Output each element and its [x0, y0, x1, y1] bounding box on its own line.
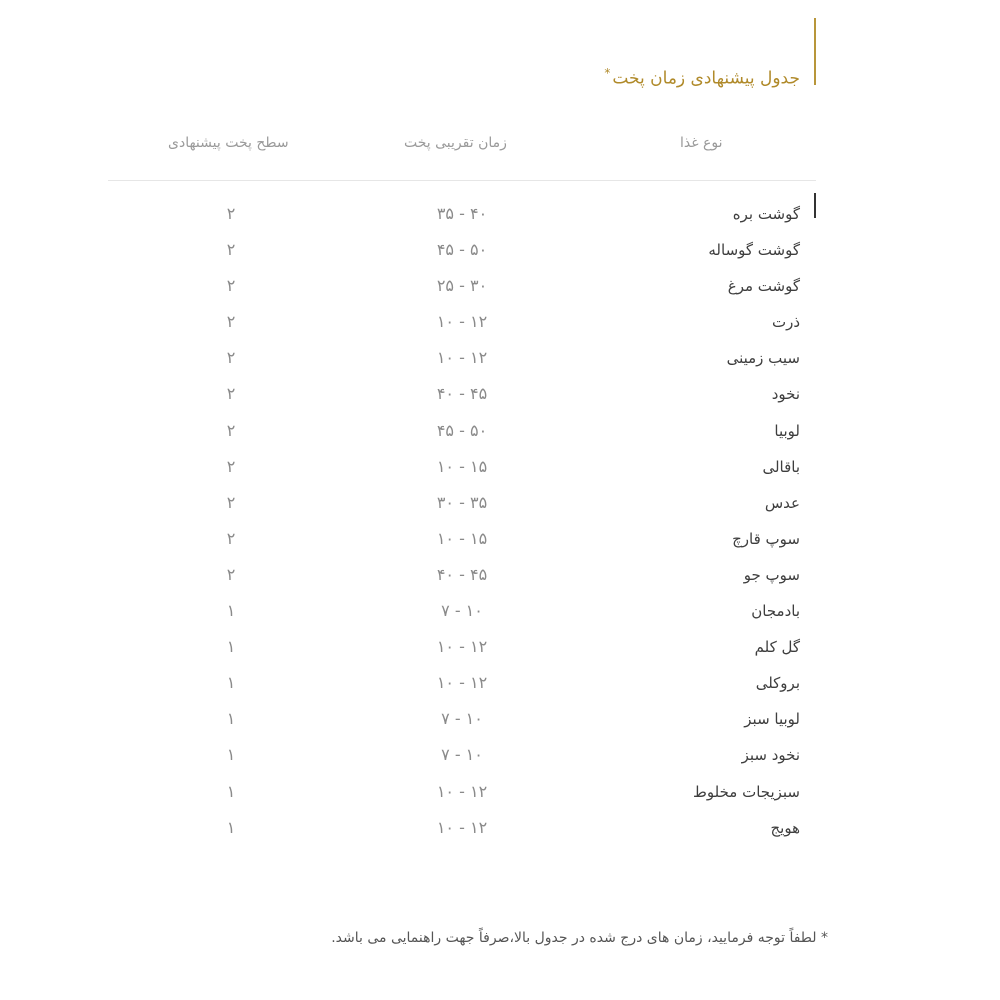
table-row: [0, 340, 1000, 376]
table-row: [0, 232, 1000, 268]
food-name: سبزیجات مخلوط: [693, 782, 800, 801]
cooking-level: ۲: [226, 348, 236, 368]
food-name: گوشت مرغ: [727, 277, 800, 296]
food-name: لوبیا سبز: [744, 710, 800, 729]
table-row: [0, 701, 1000, 737]
table-row: [0, 196, 1000, 232]
cooking-level: ۱: [226, 637, 236, 657]
cooking-time: ۳۰ - ۳۵: [436, 492, 488, 512]
table-row: [0, 593, 1000, 629]
cooking-time: ۷ - ۱۰: [441, 745, 483, 765]
title-accent-bar: [814, 18, 816, 85]
cooking-time: ۱۰ - ۱۵: [436, 456, 488, 476]
table-row: [0, 413, 1000, 449]
food-name: گل کلم: [754, 638, 800, 657]
cooking-level: ۲: [226, 564, 236, 584]
cooking-time: ۴۵ - ۵۰: [436, 240, 488, 260]
cooking-time: ۴۰ - ۴۵: [436, 384, 488, 404]
footnote: * لطفاً توجه فرمایید، زمان های درج شده در جدول بالا،صرفاً جهت راهنمایی می باشد.: [331, 930, 828, 946]
food-name: لوبیا: [774, 421, 800, 440]
title-text: جدول پیشنهادی زمان پخت: [612, 68, 800, 89]
table-row: [0, 268, 1000, 304]
cooking-time: ۱۰ - ۱۲: [436, 348, 488, 368]
table-row: [0, 557, 1000, 593]
table-row: [0, 737, 1000, 773]
cooking-level: ۱: [226, 745, 236, 765]
cooking-level: ۱: [226, 817, 236, 837]
header-food-type: نوع غذا: [680, 135, 723, 151]
cooking-level: ۲: [226, 456, 236, 476]
title-asterisk: *: [604, 66, 611, 80]
cooking-time: ۱۰ - ۱۲: [436, 673, 488, 693]
food-name: نخود سبز: [741, 746, 800, 765]
food-name: هویج: [770, 818, 800, 837]
cooking-time: ۱۰ - ۱۵: [436, 528, 488, 548]
food-name: سوپ قارچ: [732, 529, 800, 548]
table-title: [604, 66, 800, 89]
cooking-level: ۲: [226, 240, 236, 260]
cooking-time: ۷ - ۱۰: [441, 601, 483, 621]
table-row: [0, 376, 1000, 412]
cooking-level: ۱: [226, 781, 236, 801]
cooking-level: ۲: [226, 492, 236, 512]
cooking-level: ۲: [226, 276, 236, 296]
cooking-time: ۱۰ - ۱۲: [436, 817, 488, 837]
table-row: [0, 449, 1000, 485]
header-divider: [108, 180, 816, 181]
cooking-time: ۳۵ - ۴۰: [436, 204, 488, 223]
table-row: [0, 810, 1000, 846]
food-name: گوشت بره: [732, 205, 800, 223]
cooking-level: ۲: [226, 384, 236, 404]
cooking-level: ۲: [226, 204, 236, 223]
food-name: نخود: [771, 385, 800, 404]
cooking-level: ۱: [226, 709, 236, 729]
cooking-time: ۱۰ - ۱۲: [436, 781, 488, 801]
cooking-time: ۱۰ - ۱۲: [436, 312, 488, 332]
table-row: [0, 665, 1000, 701]
table-row: [0, 304, 1000, 340]
cooking-time: ۴۵ - ۵۰: [436, 420, 488, 440]
food-name: بادمجان: [751, 602, 800, 621]
header-cooking-level: سطح پخت پیشنهادی: [168, 135, 289, 151]
cooking-time: ۱۰ - ۱۲: [436, 637, 488, 657]
table-row: [0, 485, 1000, 521]
food-name: ذرت: [771, 313, 800, 332]
cooking-level: ۲: [226, 312, 236, 332]
food-name: بروکلی: [755, 674, 800, 693]
cooking-time: ۷ - ۱۰: [441, 709, 483, 729]
table-row: [0, 774, 1000, 810]
table-row: [0, 521, 1000, 557]
cooking-level: ۲: [226, 420, 236, 440]
food-name: سیب زمینی: [726, 349, 800, 368]
food-name: گوشت گوساله: [708, 241, 800, 260]
food-name: سوپ جو: [743, 565, 800, 584]
header-cooking-time: زمان تقریبی پخت: [404, 135, 507, 151]
cooking-level: ۲: [226, 528, 236, 548]
food-name: باقالی: [762, 457, 800, 476]
cooking-level: ۱: [226, 673, 236, 693]
cooking-time: ۲۵ - ۳۰: [436, 276, 488, 296]
cooking-table-body: [0, 196, 1000, 846]
cooking-time: ۴۰ - ۴۵: [436, 564, 488, 584]
food-name: عدس: [764, 493, 800, 512]
cooking-level: ۱: [226, 601, 236, 621]
table-row: [0, 629, 1000, 665]
